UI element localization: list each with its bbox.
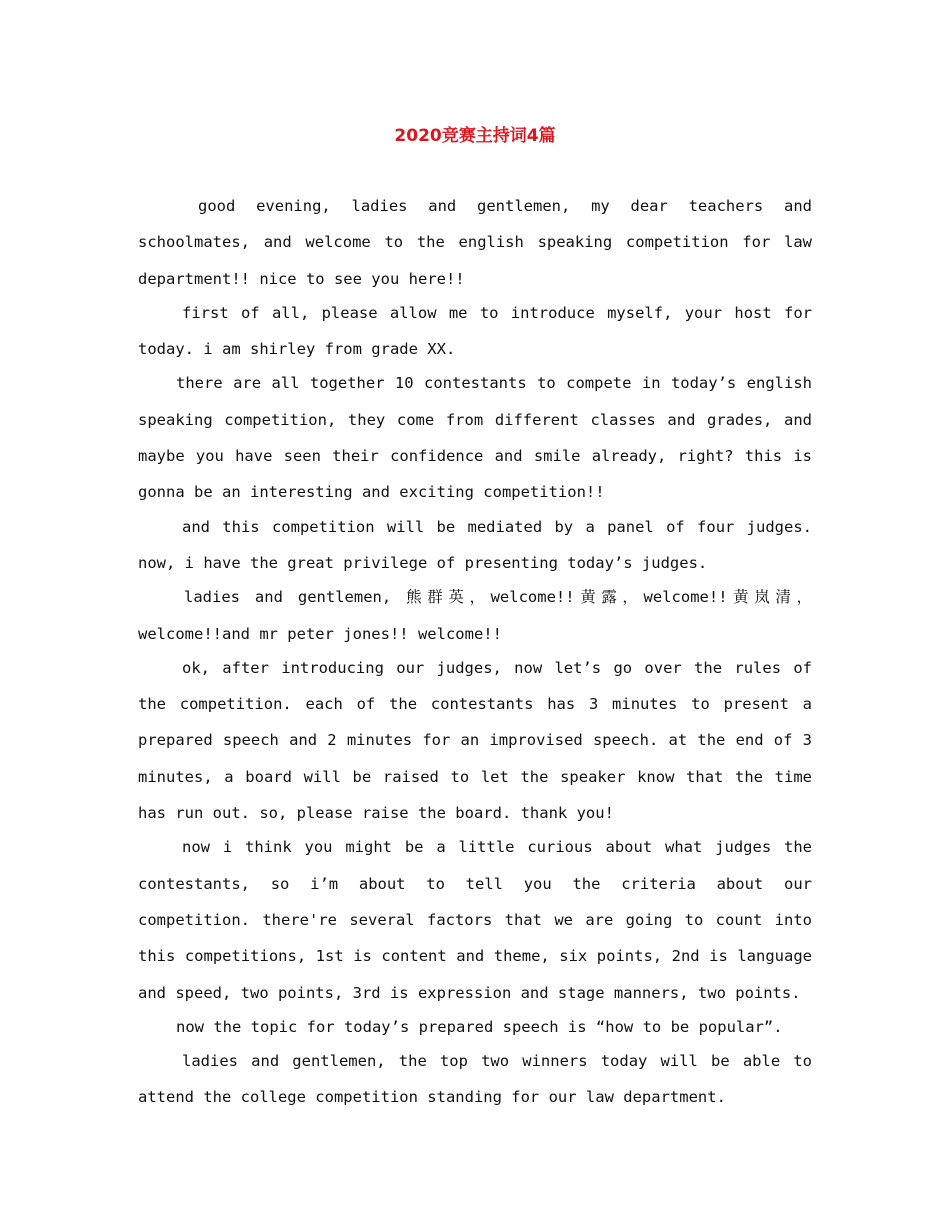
paragraph-winners: ladies and gentlemen, the top two winners today will be able to attend the college competition standing for our law department. [138, 1052, 812, 1107]
paragraph-judges-welcome: ladies and gentlemen, 熊群英，welcome!!黄露，welcome!!黄岚清，welcome!!and mr peter jones!! welcome!! [138, 588, 812, 643]
document-title: 2020竞赛主持词4篇 [394, 126, 556, 146]
paragraph-contestants: there are all together 10 contestants to compete in today’s english speaking competition, they come from different classes and grades, and maybe you have seen their confidence and smile already, right? this is gonna be an interesting and exciting competition!! [138, 374, 812, 502]
paragraph-topic: now the topic for today’s prepared speech is “how to be popular”. [176, 1017, 783, 1036]
document-body [138, 188, 812, 1114]
paragraph-criteria: now i think you might be a little curious about what judges the contestants, so i’m about to tell you the criteria about our competition. there're several factors that we are going to count into this competitions, 1st is content and theme, six points, 2nd is language and speed, two points, 3rd is expression and stage manners, two points. [138, 838, 812, 1002]
paragraph-host-intro: first of all, please allow me to introduce myself, your host for today. i am shirley from grade XX. [138, 303, 812, 359]
paragraph-rules: ok, after introducing our judges, now let’s go over the rules of the competition. each of the contestants has 3 minutes to present a prepared speech and 2 minutes for an improvised speech. at the end of 3 minutes, a board will be raised to let the speaker know that the time has run out. so, please raise the board. thank you! [138, 658, 812, 823]
paragraph-judges-panel: and this competition will be mediated by a panel of four judges. now, i have the great privilege of presenting today’s judges. [138, 517, 812, 572]
paragraph-greeting: good evening, ladies and gentlemen, my dear teachers and schoolmates, and welcome to the english speaking competition for law department!! nice to see you here!! [138, 197, 812, 288]
